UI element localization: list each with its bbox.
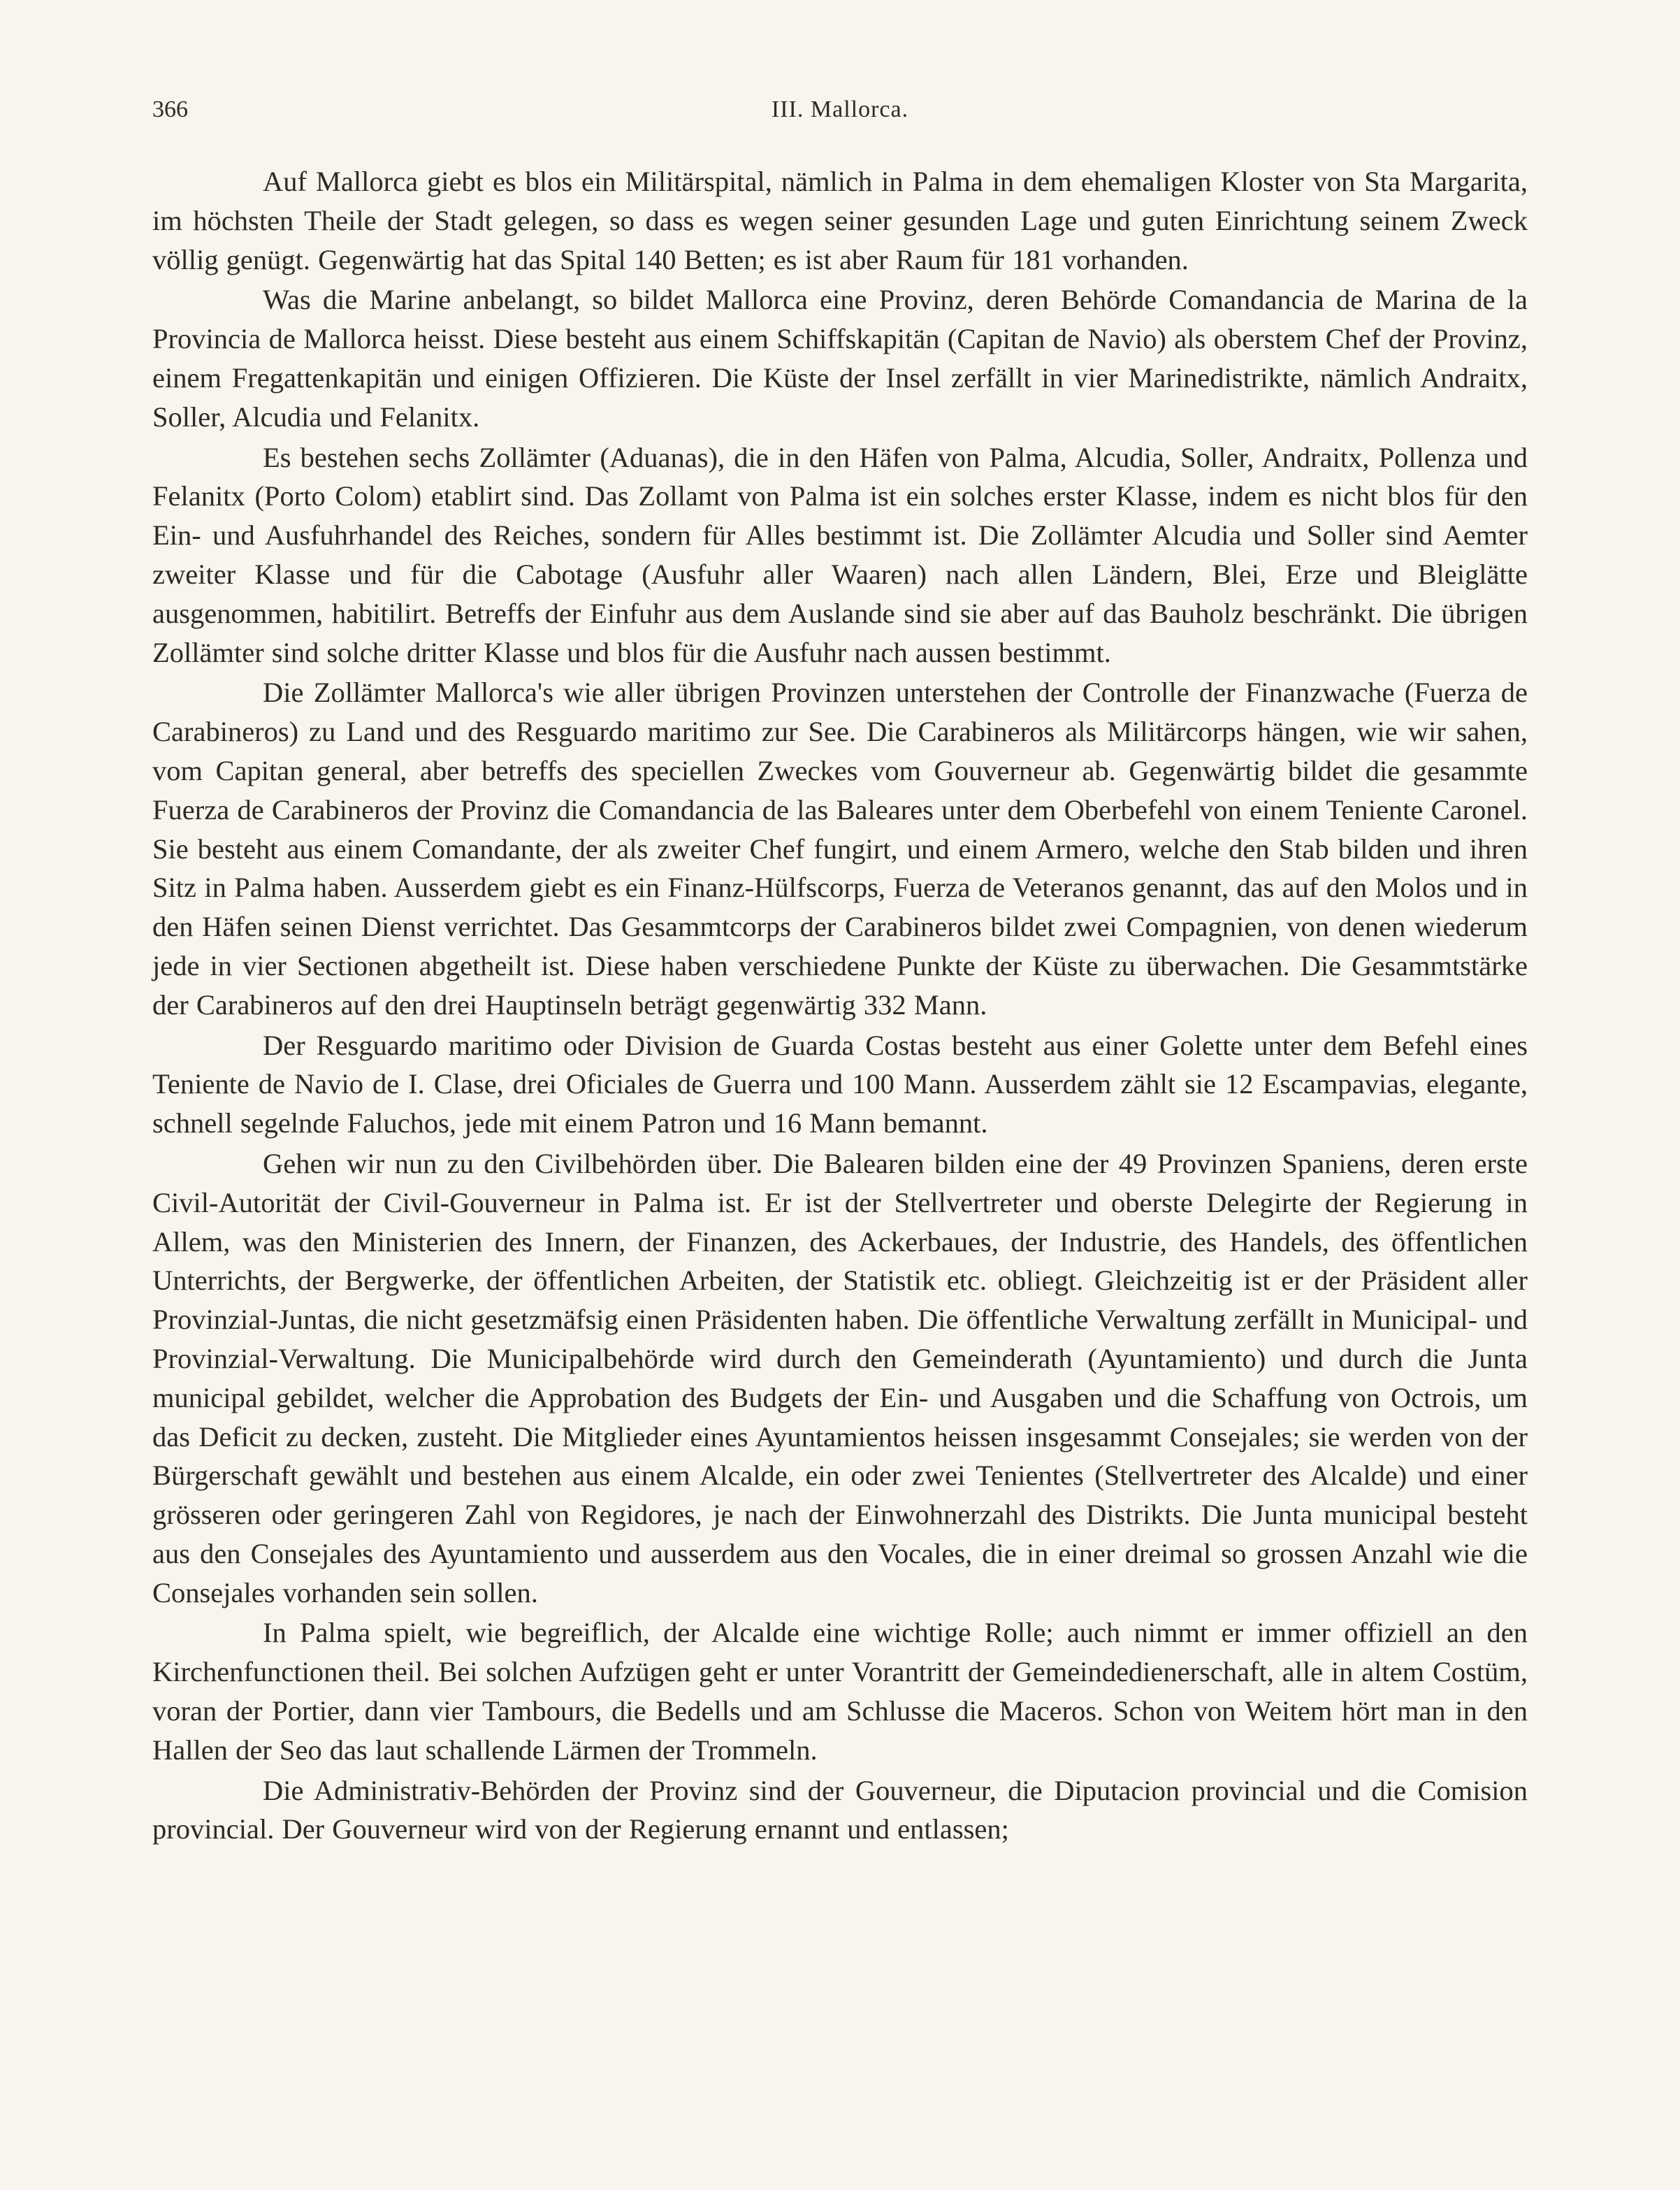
paragraph: Gehen wir nun zu den Civilbehörden über. Die Balearen bilden eine der 49 Provinzen Spaniens, deren erste Civil-Autorität der Civil-Gouverneur in Palma ist. Er ist der Stellvertreter und oberste Delegirte der Regierung in Allem, was den Ministerien des Innern, der Finanzen, des Ackerbaues, der Industrie, des Handels, des öffentlichen Unterrichts, der Bergwerke, der öffentlichen Arbeiten, der Statistik etc. obliegt. Gleichzeitig ist er der Präsident aller Provinzial-Juntas, die nicht gesetzmäfsig einen Präsidenten haben. Die öffentliche Verwaltung zerfällt in Municipal- und Provinzial-Verwaltung. Die Municipalbehörde wird durch den Gemeinderath (Ayuntamiento) und durch die Junta municipal gebildet, welcher die Approbation des Budgets der Ein- und Ausgaben und die Schaffung von Octrois, um das Deficit zu decken, zusteht. Die Mitglieder eines Ayuntamientos heissen insgesammt Consejales; sie werden von der Bürgerschaft gewählt und bestehen aus einem Alcalde, ein oder zwei Tenientes (Stellvertreter des Alcalde) und einer grösseren oder geringeren Zahl von Regidores, je nach der Einwohnerzahl des Distrikts. Die Junta municipal besteht aus den Consejales des Ayuntamiento und ausserdem aus den Vocales, die in einer dreimal so grossen Anzahl wie die Consejales vorhanden sein sollen. bbox=[152, 1147, 1528, 1608]
paragraph: In Palma spielt, wie begreiflich, der Alcalde eine wichtige Rolle; auch nimmt er immer offiziell an den Kirchenfunctionen theil. Bei solchen Aufzügen geht er unter Vorantritt der Gemeindedienerschaft, alle in altem Costüm, voran der Portier, dann vier Tambours, die Bedells und am Schlusse die Maceros. Schon von Weitem hört man in den Hallen der Seo das laut schallende Lärmen der Trommeln. bbox=[152, 1617, 1528, 1766]
paragraph: Es bestehen sechs Zollämter (Aduanas), die in den Häfen von Palma, Alcudia, Soller, Andraitx, Pollenza und Felanitx (Porto Colom) etablirt sind. Das Zollamt von Palma ist ein solches erster Klasse, indem es nicht blos für den Ein- und Ausfuhrhandel des Reiches, sondern für Alles bestimmt ist. Die Zollämter Alcudia und Soller sind Aemter zweiter Klasse und für die Cabotage (Ausfuhr aller Waaren) nach allen Ländern, Blei, Erze und Bleiglätte ausgenommen, habitilirt. Betreffs der Einfuhr aus dem Auslande sind sie aber auf das Bauholz beschränkt. Die übrigen Zollämter sind solche dritter Klasse und blos für die Ausfuhr nach aussen bestimmt. bbox=[152, 441, 1528, 668]
page-number: 366 bbox=[152, 96, 188, 122]
running-head: III. Mallorca. bbox=[771, 96, 909, 122]
paragraph: Die Zollämter Mallorca's wie aller übrigen Provinzen unterstehen der Controlle der Finanzwache (Fuerza de Carabineros) zu Land und des Resguardo maritimo zur See. Die Carabineros als Militärcorps hängen, wie wir sahen, vom Capitan general, aber betreffs des speciellen Zweckes vom Gouverneur ab. Gegenwärtig bildet die gesammte Fuerza de Carabineros der Provinz die Comandancia de las Baleares unter dem Oberbefehl von einem Teniente Caronel. Sie besteht aus einem Comandante, der als zweiter Chef fungirt, und einem Armero, welche den Stab bilden und ihren Sitz in Palma haben. Ausserdem giebt es ein Finanz-Hülfscorps, Fuerza de Veteranos genannt, das auf den Molos und in den Häfen seinen Dienst verrichtet. Das Gesammtcorps der Carabineros bildet zwei Compagnien, von denen wiederum jede in vier Sectionen abgetheilt ist. Diese haben verschiedene Punkte der Küste zu überwachen. Die Gesammtstärke der Carabineros auf den drei Hauptinseln beträgt gegenwärtig 332 Mann. bbox=[152, 677, 1528, 1021]
paragraph: Auf Mallorca giebt es blos ein Militärspital, nämlich in Palma in dem ehemaligen Kloster von Sta Margarita, im höchsten Theile der Stadt gelegen, so dass es wegen seiner gesunden Lage und guten Einrichtung seinem Zweck völlig genügt. Gegenwärtig hat das Spital 140 Betten; es ist aber Raum für 181 vorhanden. bbox=[152, 166, 1528, 275]
paragraph: Der Resguardo maritimo oder Division de Guarda Costas besteht aus einer Golette unter dem Befehl eines Teniente de Navio de I. Clase, drei Oficiales de Guerra und 100 Mann. Ausserdem zählt sie 12 Escampavias, elegante, schnell segelnde Faluchos, jede mit einem Patron und 16 Mann bemannt. bbox=[152, 1029, 1528, 1139]
page-header bbox=[152, 96, 1528, 138]
paragraph: Die Administrativ-Behörden der Provinz sind der Gouverneur, die Diputacion provincial und die Comision provincial. Der Gouverneur wird von der Regierung ernannt und entlassen; bbox=[152, 1774, 1528, 1845]
paragraph: Was die Marine anbelangt, so bildet Mallorca eine Provinz, deren Behörde Comandancia de Marina de la Provincia de Mallorca heisst. Diese besteht aus einem Schiffskapitän (Capitan de Navio) als oberstem Chef der Provinz, einem Fregattenkapitän und einigen Offizieren. Die Küste der Insel zerfällt in vier Marinedistrikte, nämlich Andraitx, Soller, Alcudia und Felanitx. bbox=[152, 284, 1528, 433]
body-text bbox=[152, 162, 1528, 1850]
